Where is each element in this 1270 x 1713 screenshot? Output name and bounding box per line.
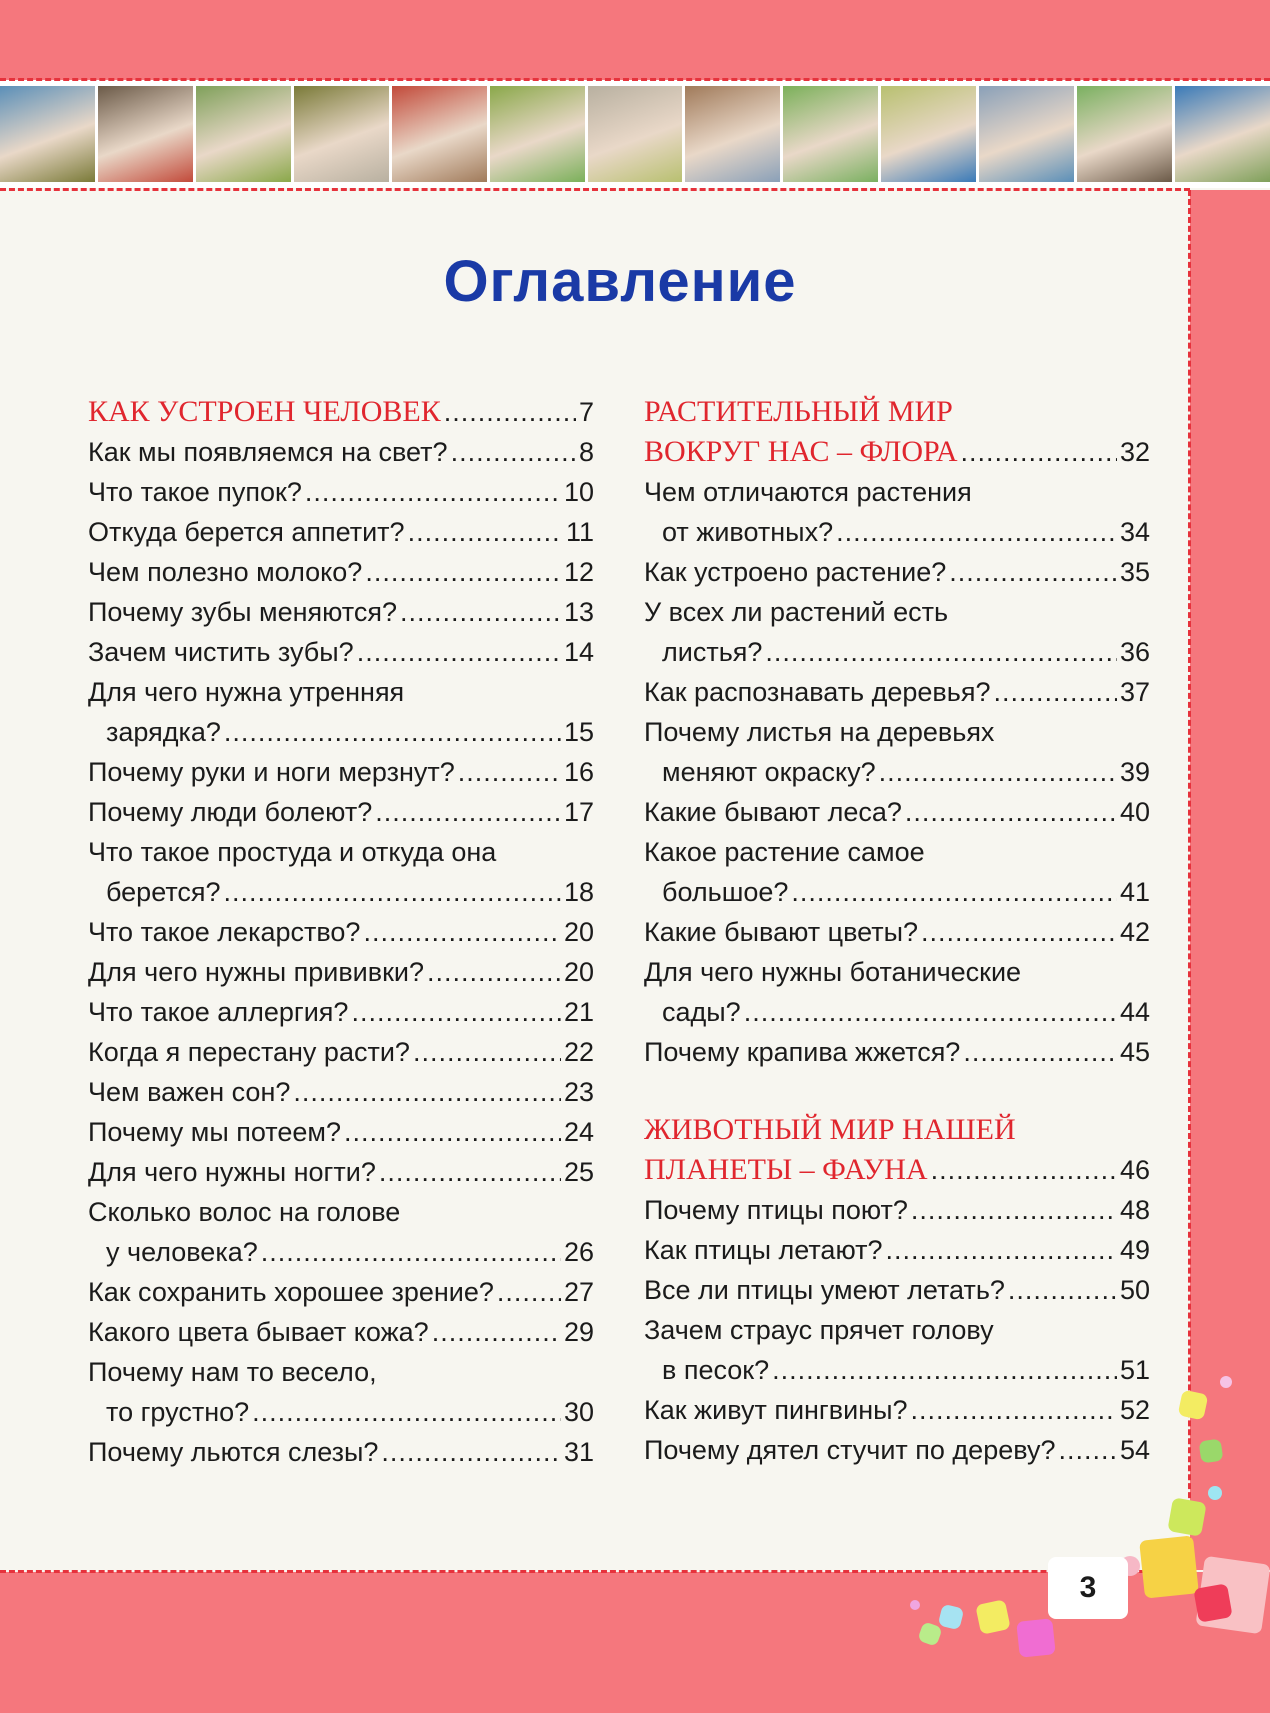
toc-entry-title: Зачем чистить зубы? [88, 637, 354, 667]
toc-section-line: РАСТИТЕЛЬНЫЙ МИР [644, 395, 953, 428]
toc-page-number: 52 [1119, 1395, 1150, 1425]
toc-section-heading[interactable] [644, 432, 1150, 472]
toc-page-number: 39 [1119, 757, 1150, 787]
toc-entry[interactable] [88, 752, 594, 792]
dot-leader [791, 872, 1117, 912]
toc-page-number: 41 [1119, 877, 1150, 907]
toc-page-number: 10 [563, 477, 594, 507]
toc-entry-title: Когда я перестану расти? [88, 1037, 410, 1067]
toc-entry-title: Почему зубы меняются? [88, 597, 397, 627]
toc-entry-title: Чем важен сон? [88, 1077, 291, 1107]
dot-leader [993, 672, 1116, 712]
toc-entry[interactable] [644, 632, 1150, 672]
strip-dashed-border [0, 188, 1190, 191]
dot-leader [836, 512, 1117, 552]
toc-entry-title: сады? [662, 997, 741, 1027]
toc-page-number: 22 [563, 1037, 594, 1067]
toc-entry[interactable] [88, 1152, 594, 1192]
photo-curly-haired-girl [685, 86, 780, 182]
toc-entry-title: Почему крапива жжется? [644, 1037, 961, 1067]
photo-blonde-girl-in-grass [881, 86, 976, 182]
toc-entry[interactable] [644, 992, 1150, 1032]
toc-page-number: 25 [563, 1157, 594, 1187]
toc-page-number: 11 [565, 517, 594, 547]
toc-entry-title: Почему руки и ноги мерзнут? [88, 757, 455, 787]
dot-leader [365, 552, 561, 592]
toc-entry[interactable] [88, 992, 594, 1032]
dot-leader [911, 1190, 1117, 1230]
toc-entry[interactable] [88, 432, 594, 472]
toc-entry-title: Как птицы летают? [644, 1235, 883, 1265]
toc-entry[interactable] [88, 712, 594, 752]
toc-page-number: 37 [1119, 677, 1150, 707]
toc-page-number: 35 [1119, 557, 1150, 587]
section-gap [644, 1072, 1150, 1110]
toc-entry-title: Почему льются слезы? [88, 1437, 379, 1467]
dot-leader [949, 552, 1117, 592]
toc-entry-title: в песок? [662, 1355, 770, 1385]
toc-page-number: 16 [563, 757, 594, 787]
toc-left-column [88, 392, 594, 1472]
dot-leader [381, 1432, 561, 1472]
dot-leader [432, 1312, 561, 1352]
toc-entry[interactable] [88, 1392, 594, 1432]
dot-leader [224, 872, 561, 912]
dot-leader [408, 512, 563, 552]
dot-leader [413, 1032, 561, 1072]
dot-leader [765, 632, 1117, 672]
toc-page-number: 34 [1119, 517, 1150, 547]
toc-entry[interactable] [88, 1432, 594, 1472]
dot-leader [879, 752, 1117, 792]
toc-entry-line: Для чего нужна утренняя [88, 677, 405, 707]
dot-leader [1059, 1430, 1117, 1470]
toc-page-number: 27 [563, 1277, 594, 1307]
toc-entry[interactable] [88, 1032, 594, 1072]
toc-page-number: 40 [1119, 797, 1150, 827]
dot-leader [351, 992, 561, 1032]
toc-entry-line: Что такое простуда и откуда она [88, 837, 497, 867]
toc-page-number: 44 [1119, 997, 1150, 1027]
toc-entry[interactable] [88, 912, 594, 952]
dot-leader [444, 392, 576, 432]
toc-entry-title: Почему люди болеют? [88, 797, 373, 827]
dot-leader [497, 1272, 561, 1312]
dot-leader [224, 712, 561, 752]
toc-entry[interactable] [88, 1272, 594, 1312]
toc-entry[interactable] [88, 632, 594, 672]
toc-entry-title: Какого цвета бывает кожа? [88, 1317, 429, 1347]
dot-leader [458, 752, 561, 792]
toc-entry[interactable] [644, 1430, 1150, 1470]
toc-entry-line: Для чего нужны ботанические [644, 957, 1022, 987]
toc-page-number: 26 [563, 1237, 594, 1267]
toc-page-number: 36 [1119, 637, 1150, 667]
toc-entry[interactable] [644, 1350, 1150, 1390]
toc-entry-title: меняют окраску? [662, 757, 876, 787]
toc-entry-title: ВОКРУГ НАС – ФЛОРА [644, 435, 958, 468]
toc-entry-title: Чем полезно молоко? [88, 557, 363, 587]
toc-entry[interactable] [644, 912, 1150, 952]
toc-entry-title: Почему дятел стучит по дереву? [644, 1435, 1056, 1465]
toc-entry[interactable] [644, 792, 1150, 832]
toc-entry[interactable] [644, 1190, 1150, 1230]
toc-entry-title: Для чего нужны ногти? [88, 1157, 376, 1187]
toc-page-number: 51 [1119, 1355, 1150, 1385]
dot-leader [772, 1350, 1117, 1390]
photo-girl-with-suitcase [979, 86, 1074, 182]
toc-entry[interactable] [644, 1390, 1150, 1430]
photo-girl-in-garden [196, 86, 291, 182]
toc-entry-title: от животных? [662, 517, 834, 547]
toc-entry[interactable] [88, 512, 594, 552]
toc-right-column [644, 392, 1150, 1470]
photo-smiling-girl [588, 86, 683, 182]
dot-leader [905, 792, 1117, 832]
photo-girl-in-green [783, 86, 878, 182]
toc-page-number: 20 [563, 917, 594, 947]
toc-entry-title: зарядка? [106, 717, 221, 747]
toc-page-number: 48 [1119, 1195, 1150, 1225]
toc-section-heading[interactable] [644, 1150, 1150, 1190]
toc-page-number: 42 [1119, 917, 1150, 947]
dot-leader [344, 1112, 561, 1152]
toc-entry-title: Почему птицы поют? [644, 1195, 908, 1225]
photo-girl-with-red-flowers [392, 86, 487, 182]
toc-page-number: 30 [563, 1397, 594, 1427]
toc-page-number: 12 [563, 557, 594, 587]
toc-entry-title: берется? [106, 877, 221, 907]
toc-page-number: 14 [563, 637, 594, 667]
dot-leader [252, 1392, 561, 1432]
right-pink-band [1190, 190, 1270, 1570]
toc-entry-line: Почему листья на деревьях [644, 717, 995, 747]
photo-strip [0, 80, 1270, 188]
toc-entry[interactable] [644, 872, 1150, 912]
toc-page-number: 45 [1119, 1037, 1150, 1067]
toc-entry-title: то грустно? [106, 1397, 250, 1427]
top-dashed-border [0, 78, 1270, 81]
toc-entry-title: у человека? [106, 1237, 258, 1267]
toc-entry[interactable] [88, 592, 594, 632]
photo-girl-with-toy [294, 86, 389, 182]
toc-section-line: ЖИВОТНЫЙ МИР НАШЕЙ [644, 1113, 1016, 1146]
toc-entry[interactable] [88, 792, 594, 832]
toc-entry-title: Как живут пингвины? [644, 1395, 908, 1425]
toc-entry[interactable] [88, 872, 594, 912]
toc-page-number: 50 [1119, 1275, 1150, 1305]
dot-leader [911, 1390, 1117, 1430]
toc-entry[interactable] [644, 672, 1150, 712]
photo-girl-at-sea [1175, 86, 1270, 182]
toc-entry-title: большое? [662, 877, 789, 907]
toc-entry-line: Зачем страус прячет голову [644, 1315, 994, 1345]
toc-entry[interactable] [644, 1230, 1150, 1270]
dot-leader [261, 1232, 561, 1272]
toc-page-number: 17 [563, 797, 594, 827]
toc-entry-title: Откуда берется аппетит? [88, 517, 405, 547]
toc-page-number: 54 [1119, 1435, 1150, 1465]
dot-leader [961, 432, 1117, 472]
toc-page-number: 46 [1119, 1155, 1150, 1185]
toc-section-heading[interactable] [88, 392, 594, 432]
photo-girl-on-tricycle-beach [0, 86, 95, 182]
dot-leader [400, 592, 561, 632]
page-title: Оглавление [443, 249, 797, 314]
toc-entry-title: Как мы появляемся на свет? [88, 437, 448, 467]
toc-entry[interactable] [644, 752, 1150, 792]
top-pink-band [0, 0, 1270, 80]
dot-leader [931, 1150, 1117, 1190]
toc-entry-title: Какие бывают цветы? [644, 917, 919, 947]
toc-entry[interactable] [88, 1072, 594, 1112]
dot-leader [363, 912, 561, 952]
right-dashed-border [1188, 190, 1191, 1570]
photo-two-girls-hugging [98, 86, 193, 182]
toc-entry-line: У всех ли растений есть [644, 597, 949, 627]
toc-entry-title: Как устроено растение? [644, 557, 947, 587]
toc-entry[interactable] [644, 552, 1150, 592]
toc-entry-title: Что такое лекарство? [88, 917, 361, 947]
toc-entry[interactable] [88, 552, 594, 592]
toc-entry-line: Чем отличаются растения [644, 477, 972, 507]
toc-entry-title: Что такое пупок? [88, 477, 302, 507]
dot-leader [305, 472, 561, 512]
dot-leader [357, 632, 561, 672]
toc-entry[interactable] [88, 472, 594, 512]
toc-entry-line: Почему нам то весело, [88, 1357, 377, 1387]
toc-entry[interactable] [644, 1032, 1150, 1072]
photo-girl-with-basket [490, 86, 585, 182]
toc-entry-title: ПЛАНЕТЫ – ФАУНА [644, 1153, 928, 1186]
toc-page-number: 29 [563, 1317, 594, 1347]
toc-entry-title: Для чего нужны прививки? [88, 957, 425, 987]
toc-page-number: 32 [1119, 437, 1150, 467]
toc-entry[interactable] [644, 512, 1150, 552]
toc-page-number: 31 [563, 1437, 594, 1467]
dot-leader [963, 1032, 1117, 1072]
page-number: 3 [1048, 1557, 1128, 1619]
toc-entry-title: КАК УСТРОЕН ЧЕЛОВЕК [88, 395, 441, 428]
toc-entry-title: Все ли птицы умеют летать? [644, 1275, 1005, 1305]
dot-leader [427, 952, 561, 992]
toc-entry[interactable] [88, 1232, 594, 1272]
toc-page-number: 13 [563, 597, 594, 627]
toc-page-number: 7 [578, 397, 594, 427]
dot-leader [293, 1072, 561, 1112]
toc-entry-title: Почему мы потеем? [88, 1117, 341, 1147]
dot-leader [451, 432, 576, 472]
toc-entry-title: Что такое аллергия? [88, 997, 349, 1027]
toc-entry[interactable] [88, 952, 594, 992]
photo-girl-in-pink-dress [1077, 86, 1172, 182]
dot-leader [1008, 1270, 1117, 1310]
dot-leader [744, 992, 1117, 1032]
toc-page-number: 8 [578, 437, 594, 467]
toc-entry-line: Сколько волос на голове [88, 1197, 401, 1227]
toc-entry[interactable] [88, 1312, 594, 1352]
toc-page-number: 18 [563, 877, 594, 907]
toc-entry-line: Какое растение самое [644, 837, 925, 867]
toc-page-number: 21 [563, 997, 594, 1027]
bottom-dashed-border [0, 1570, 1190, 1573]
dot-leader [379, 1152, 561, 1192]
dot-leader [886, 1230, 1117, 1270]
toc-page-number: 20 [563, 957, 594, 987]
toc-entry[interactable] [88, 1112, 594, 1152]
toc-entry-title: Как сохранить хорошее зрение? [88, 1277, 494, 1307]
toc-page-number: 24 [563, 1117, 594, 1147]
toc-entry[interactable] [644, 1270, 1150, 1310]
toc-page-number: 15 [563, 717, 594, 747]
toc-page-number: 49 [1119, 1235, 1150, 1265]
dot-leader [375, 792, 561, 832]
toc-entry-title: листья? [662, 637, 763, 667]
dot-leader [921, 912, 1117, 952]
toc-entry-title: Как распознавать деревья? [644, 677, 991, 707]
toc-entry-title: Какие бывают леса? [644, 797, 902, 827]
toc-page-number: 23 [563, 1077, 594, 1107]
